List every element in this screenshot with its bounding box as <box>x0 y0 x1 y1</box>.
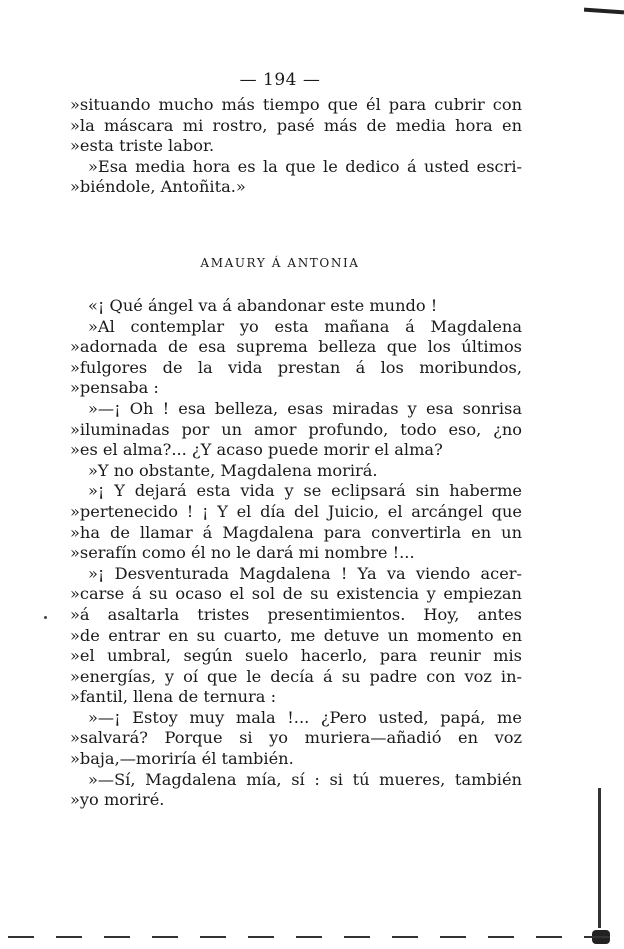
text-line: »esta triste labor. <box>70 136 215 156</box>
scan-speck <box>44 616 47 619</box>
text-line: »de entrar en su cuarto, me detuve un momento en <box>70 625 522 645</box>
scan-dash <box>200 936 226 938</box>
scan-dash <box>8 936 34 938</box>
text-line: »¡ Y dejará esta vida y se eclipsará sin haberme <box>88 481 522 501</box>
scan-dash <box>584 936 610 938</box>
text-line: »pertenecido ! ¡ Y el día del Juicio, el arcángel que <box>70 501 522 521</box>
scan-dash <box>248 936 274 938</box>
scan-dash <box>440 936 466 938</box>
text-line: »—¡ Estoy muy mala !... ¿Pero usted, papá, me <box>88 707 522 727</box>
scan-dash <box>536 936 562 938</box>
text-line: »adornada de esa suprema belleza que los últimos <box>70 337 522 357</box>
text-line: »¡ Desventurada Magdalena ! Ya va viendo acer- <box>88 563 522 583</box>
scan-mark-right-edge <box>598 788 601 928</box>
text-line: »pensaba : <box>70 378 159 398</box>
text-line: »fantil, llena de ternura : <box>70 687 277 707</box>
scan-dash <box>296 936 322 938</box>
text-line: »yo moriré. <box>70 790 165 810</box>
text-line: »el umbral, según suelo hacerlo, para reunir mis <box>70 646 522 666</box>
text-line: »biéndole, Antoñita.» <box>70 177 246 197</box>
text-line: »—Sí, Magdalena mía, sí : si tú mueres, también <box>88 769 522 789</box>
scan-dash <box>488 936 514 938</box>
text-line: »situando mucho más tiempo que él para cubrir con <box>70 95 522 114</box>
text-line: »carse á su ocaso el sol de su existencia y empiezan <box>70 584 522 604</box>
text-line: »Esa media hora es la que le dedico á usted escri- <box>88 156 522 176</box>
scan-dash <box>392 936 418 938</box>
scan-dash-row <box>0 936 624 938</box>
text-line: »iluminadas por un amor profundo, todo eso, ¿no <box>70 419 522 439</box>
text-line: »ha de llamar á Magdalena para convertirla en un <box>70 522 522 542</box>
section-title: AMAURY Á ANTONIA <box>200 256 360 270</box>
page-number: — 194 — <box>239 70 321 90</box>
scan-mark-top-right <box>584 8 624 15</box>
scan-dash <box>104 936 130 938</box>
text-line: »salvará? Porque si yo muriera—añadió en voz <box>70 728 522 748</box>
text-line: »Al contemplar yo esta mañana á Magdalena <box>88 316 522 336</box>
text-line: »serafín como él no le dará mi nombre !... <box>70 543 415 563</box>
text-line: »energías, y oí que le decía á su padre con voz in- <box>70 666 522 686</box>
text-line: »la máscara mi rostro, pasé más de media hora en <box>70 115 522 135</box>
text-block-main <box>70 296 522 811</box>
text-line: »á asaltarla tristes presentimientos. Hoy, antes <box>70 604 522 624</box>
text-line: »Y no obstante, Magdalena morirá. <box>88 460 378 480</box>
text-line: «¡ Qué ángel va á abandonar este mundo ! <box>88 296 438 315</box>
text-block-top <box>70 95 522 198</box>
text-line: »fulgores de la vida prestan á los moribundos, <box>70 357 522 377</box>
text-line: »—¡ Oh ! esa belleza, esas miradas y esa sonrisa <box>88 398 522 418</box>
scan-dash <box>344 936 370 938</box>
text-line: »baja,—moriría él también. <box>70 749 294 769</box>
scan-dash <box>152 936 178 938</box>
scan-dash <box>56 936 82 938</box>
text-line: »es el alma?... ¿Y acaso puede morir el alma? <box>70 440 443 460</box>
